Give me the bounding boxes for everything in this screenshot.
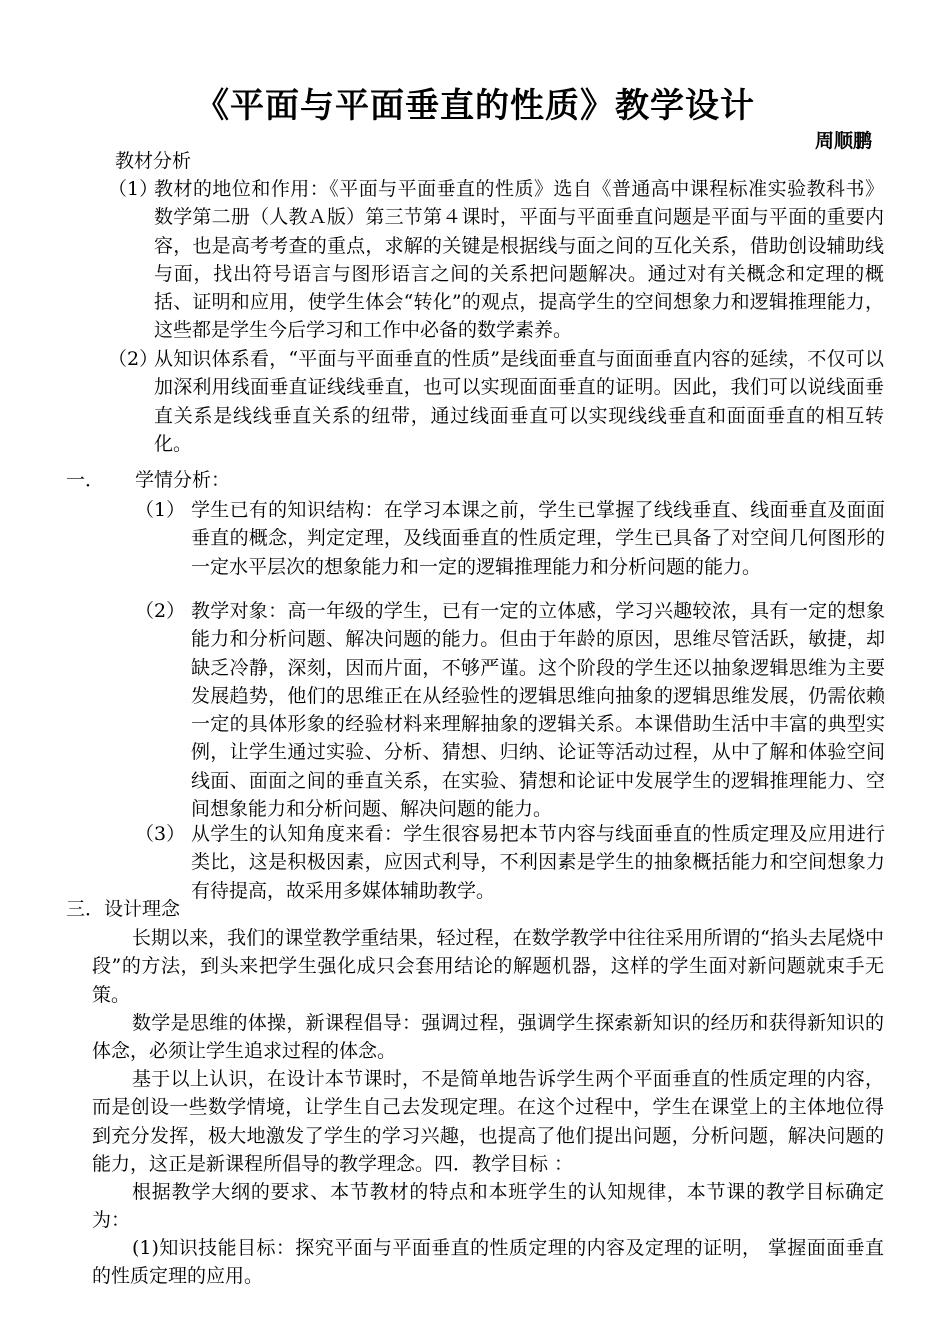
concept-paragraph-2: 数学是思维的体操，新课程倡导：强调过程，强调学生探索新知识的经历和获得新知识的体念，必须让学生追求过程的体念。 bbox=[92, 1012, 884, 1063]
item-number: （2） bbox=[135, 600, 186, 622]
item-number: （3） bbox=[135, 823, 186, 845]
students-item-1 bbox=[135, 496, 885, 610]
item-number: （1） bbox=[135, 499, 186, 521]
section-heading-concept: 三．设计理念 bbox=[66, 898, 181, 920]
section-heading-material: 教材分析 bbox=[115, 150, 192, 172]
material-item-1 bbox=[108, 175, 888, 345]
item-text: 教学对象：高一年级的学生，已有一定的立体感，学习兴趣较浓，具有一定的想象能力和分析问题、解决问题的能力。但由于年龄的原因，思维尽管活跃，敏捷，却缺乏冷静，深刻，因而片面，不够严谨。这个阶段的学生还以抽象逻辑思维为主要发展趋势，他们的思维正在从经验性的逻辑思维向抽象的逻辑思维发展，仍需依赖一定的具体形象的经验材料来理解抽象的逻辑关系。本课借助生活中丰富的典型实例，让学生通过实验、分析、猜想、归纳、论证等活动过程，从中了解和体验空间线面、面面之间的垂直关系，在实验、猜想和论证中发展学生的逻辑推理能力、空间想象能力和分析问题、解决问题的能力。 bbox=[191, 600, 885, 821]
concept-paragraph-1: 长期以来，我们的课堂教学重结果，轻过程，在数学教学中往往采用所谓的“掐头去尾烧中段”的方法，到头来把学生强化成只会套用结论的解题机器，这样的学生面对新问题就束手无策。 bbox=[92, 927, 884, 1006]
goals-paragraph-2: (1)知识技能目标：探究平面与平面垂直的性质定理的内容及定理的证明， 掌握面面垂直的性质定理的应用。 bbox=[92, 1237, 884, 1288]
document-title: 《平面与平面垂直的性质》教学设计 bbox=[195, 86, 755, 126]
item-text: 从学生的认知角度来看：学生很容易把本节内容与线面垂直的性质定理及应用进行类比，这是积极因素，应因式利导，不利因素是学生的抽象概括能力和空间想象力有待提高，故采用多媒体辅助教学。 bbox=[191, 823, 885, 902]
item-text: 教材的地位和作用：《平面与平面垂直的性质》选自《普通高中课程标准实验教科书》数学第二册（人教Ａ版）第三节第４课时，平面与平面垂直问题是平面与平面的重要内容，也是高考考查的重点，求解的关键是根据线与面之间的互化关系，借助创设辅助线与面，找出符号语言与图形语言之间的关系把问题解决。通过对有关概念和定理的概括、证明和应用，使学生体会“转化”的观点，提高学生的空间想象力和逻辑推理能力，这些都是学生今后学习和工作中必备的数学素养。 bbox=[154, 178, 884, 342]
concept-paragraph-3: 基于以上认识，在设计本节课时，不是简单地告诉学生两个平面垂直的性质定理的内容，而是创设一些数学情境，让学生自己去发现定理。在这个过程中，学生在课堂上的主体地位得到充分发挥，极大地激发了学生的学习兴趣，也提高了他们提出问题，分析问题，解决问题的能力，这正是新课程所倡导的教学理念。四．教学目标 ： bbox=[92, 1068, 884, 1175]
students-item-3 bbox=[135, 820, 885, 906]
author-name: 周顺鹏 bbox=[814, 130, 872, 152]
goals-paragraph-1: 根据教学大纲的要求、本节教材的特点和本班学生的认知规律，本节课的教学目标确定为： bbox=[92, 1181, 884, 1232]
section-number-students: 一． bbox=[66, 469, 105, 491]
item-text: 从知识体系看，“平面与平面垂直的性质”是线面垂直与面面垂直内容的延续，不仅可以加深利用线面垂直证线线垂直，也可以实现面面垂直的证明。因此，我们可以说线面垂直关系是线线垂直关系的纽带，通过线面垂直可以实现线线垂直和面面垂直的相互转化。 bbox=[154, 348, 884, 455]
item-number: （2） bbox=[108, 348, 159, 370]
item-number: （1） bbox=[108, 178, 159, 200]
section-heading-students: 学情分析： bbox=[135, 469, 231, 491]
material-item-2 bbox=[108, 345, 888, 459]
item-text: 学生已有的知识结构：在学习本课之前，学生已掌握了线线垂直、线面垂直及面面垂直的概念，判定定理，及线面垂直的性质定理，学生已具备了对空间几何图形的一定水平层次的想象能力和一定的逻辑推理能力和分析问题的能力。 bbox=[191, 499, 885, 578]
students-item-2 bbox=[135, 597, 885, 823]
